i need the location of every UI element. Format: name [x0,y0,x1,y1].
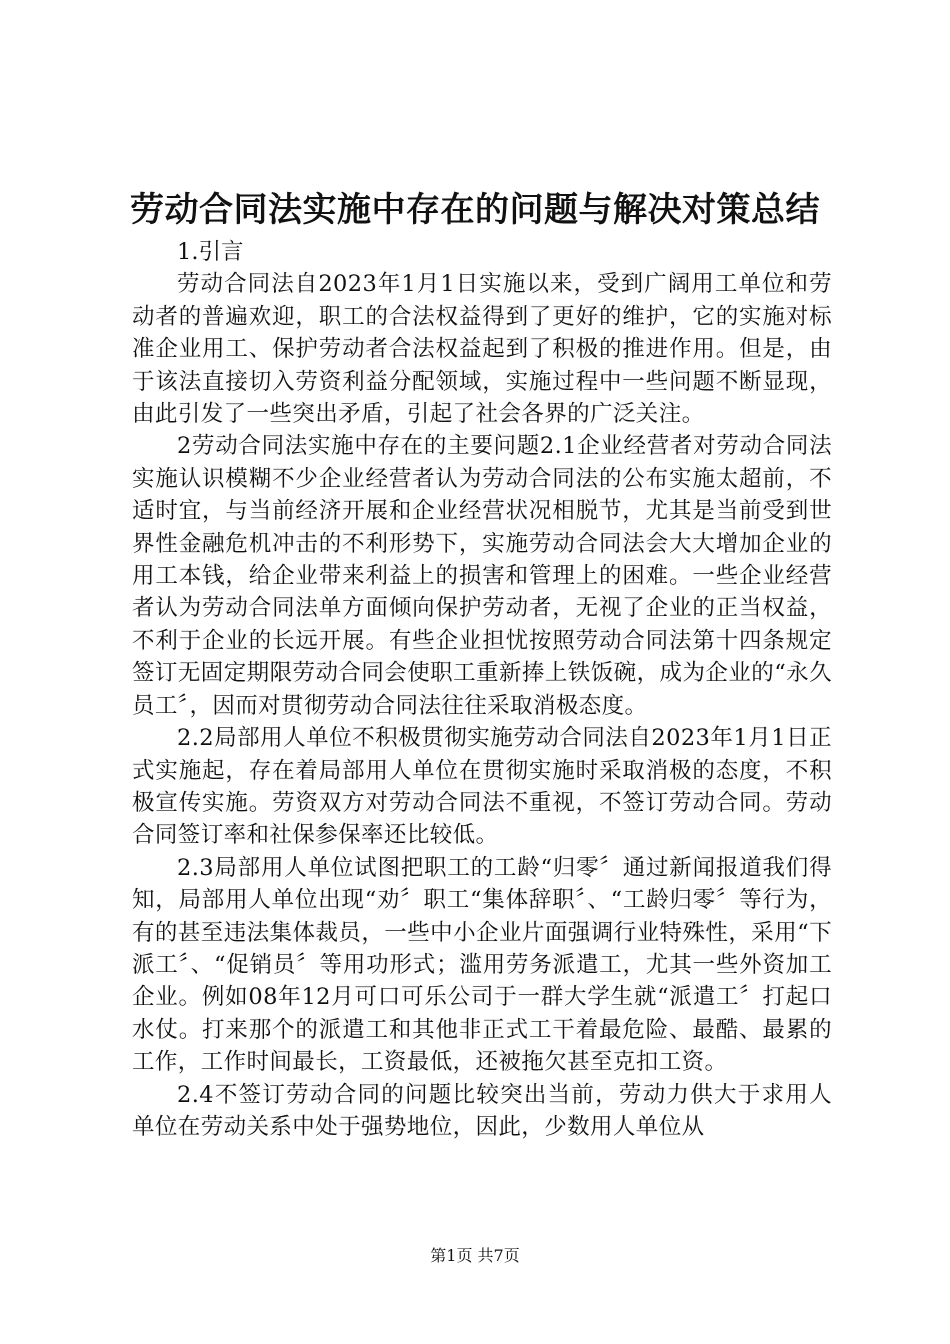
document-title: 劳动合同法实施中存在的问题与解决对策总结 [130,190,820,230]
paragraph-main-problems-2-1: 2劳动合同法实施中存在的主要问题2.1企业经营者对劳动合同法实施认识模糊不少企业经营者认为劳动合同法的公布实施太超前，不适时宜，与当前经济开展和企业经营状况相脱节，尤其是当前受到世界性金融危机冲击的不利形势下，实施劳动合同法会大大增加企业的用工本钱，给企业带来利益上的损害和管理上的困难。一些企业经营者认为劳动合同法单方面倾向保护劳动者，无视了企业的正当权益，不利于企业的长远开展。有些企业担忧按照劳动合同法第十四条规定签订无固定期限劳动合同会使职工重新捧上铁饭碗，成为企业的“永久员工〞，因而对贯彻劳动合同法往往采取消极态度。 [132,433,832,719]
paragraph-2-2: 2.2局部用人单位不积极贯彻实施劳动合同法自2023年1月1日正式实施起，存在着局部用人单位在贯彻实施时采取消极的态度，不积极宣传实施。劳资双方对劳动合同法不重视，不签订劳动合同。劳动合同签订率和社保参保率还比较低。 [132,725,832,849]
paragraph-2-3: 2.3局部用人单位试图把职工的工龄“归零〞通过新闻报道我们得知，局部用人单位出现“劝〞职工“集体辞职〞、“工龄归零〞等行为，有的甚至违法集体裁员，一些中小企业片面强调行业特殊性，采用“下派工〞、“促销员〞等用功形式；滥用劳务派遣工，尤其一些外资加工企业。例如08年12月可口可乐公司于一群大学生就“派遣工〞打起口水仗。打来那个的派遣工和其他非正式工干着最危险、最酷、最累的工作，工作时间最长，工资最低，还被拖欠甚至克扣工资。 [132,854,832,1076]
document-body [132,236,832,1143]
paragraph-introduction: 劳动合同法自2023年1月1日实施以来，受到广阔用工单位和劳动者的普遍欢迎，职工的合法权益得到了更好的维护，它的实施对标准企业用工、保护劳动者合法权益起到了积极的推进作用。但是，由于该法直接切入劳资利益分配领域，实施过程中一些问题不断显现，由此引发了一些突出矛盾，引起了社会各界的广泛关注。 [132,271,832,428]
paragraph-2-4: 2.4不签订劳动合同的问题比较突出当前，劳动力供大于求用人单位在劳动关系中处于强势地位，因此，少数用人单位从 [132,1081,832,1140]
section-heading-introduction: 1.引言 [177,239,244,265]
page-number-footer: 第1页 共7页 [430,1246,520,1265]
